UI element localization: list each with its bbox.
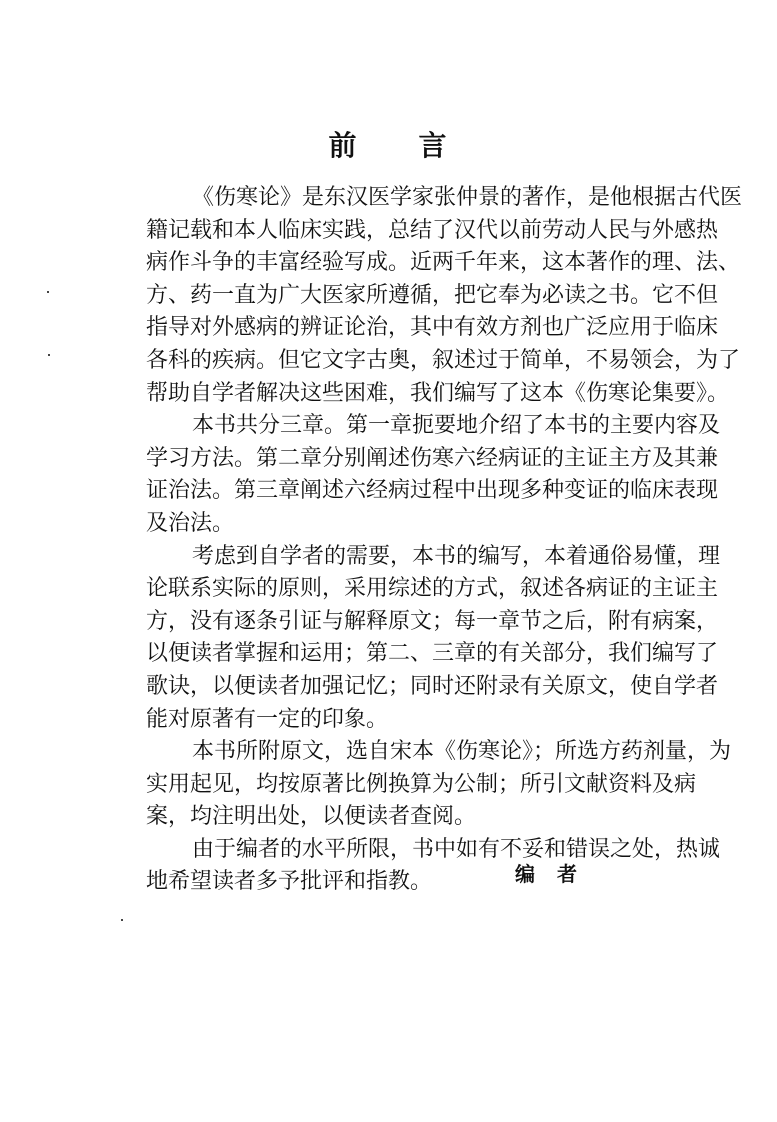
signature-char: 者 [557, 862, 577, 886]
text-line: 各科的疾病。但它文字古奥，叙述过于简单，不易领会，为了 [146, 347, 741, 373]
text-line: 歌诀，以便读者加强记忆；同时还附录有关原文，使自学者 [146, 673, 719, 699]
scan-speck [121, 919, 123, 921]
text-line: 以便读者掌握和运用；第二、三章的有关部分，我们编写了 [146, 641, 719, 667]
text-line: 地希望读者多予批评和指教。 [146, 869, 433, 895]
text-line: 帮助自学者解决这些困难，我们编写了这本《伤寒论集要》。 [146, 380, 730, 406]
text-line: 论联系实际的原则，采用综述的方式，叙述各病证的主证主 [146, 576, 719, 602]
text-line: 案，均注明出处，以便读者查阅。 [146, 804, 477, 830]
scan-speck [47, 291, 49, 293]
text-line: 指导对外感病的辨证论治，其中有效方剂也广泛应用于临床 [146, 315, 719, 341]
title-char: 言 [418, 129, 449, 162]
scan-speck [48, 354, 50, 356]
text-line: 证治法。第三章阐述六经病过程中出现多种变证的临床表现 [146, 478, 719, 504]
text-line: 病作斗争的丰富经验写成。近两千年来，这本著作的理、法、 [146, 250, 741, 276]
text-line: 由于编者的水平所限，书中如有不妥和错误之处，热诚 [192, 836, 721, 862]
text-line: 《伤寒论》是东汉医学家张仲景的著作，是他根据古代医 [192, 185, 743, 210]
signature-char: 编 [515, 862, 535, 886]
text-line: 本书共分三章。第一章扼要地介绍了本书的主要内容及 [192, 413, 721, 439]
text-line: 本书所附原文，选自宋本《伤寒论》；所选方药剂量，为 [192, 739, 732, 765]
page-title [0, 124, 777, 164]
text-line: 及治法。 [146, 510, 235, 536]
text-line: 学习方法。第二章分别阐述伤寒六经病证的主证主方及其兼 [146, 445, 719, 471]
text-line: 方，没有逐条引证与解释原文；每一章节之后，附有病案， [146, 608, 719, 634]
text-line: 籍记载和本人临床实践，总结了汉代以前劳动人民与外感热 [146, 217, 719, 243]
text-line: 考虑到自学者的需要，本书的编写，本着通俗易懂，理 [192, 543, 721, 569]
text-line: 实用起见，均按原著比例换算为公制；所引文献资料及病 [146, 771, 697, 797]
preface-body [146, 182, 743, 899]
text-line: 能对原著有一定的印象。 [146, 706, 389, 732]
text-line: 方、药一直为广大医家所遵循，把它奉为必读之书。它不但 [146, 282, 719, 308]
signature [515, 858, 599, 887]
title-char: 前 [328, 129, 359, 162]
